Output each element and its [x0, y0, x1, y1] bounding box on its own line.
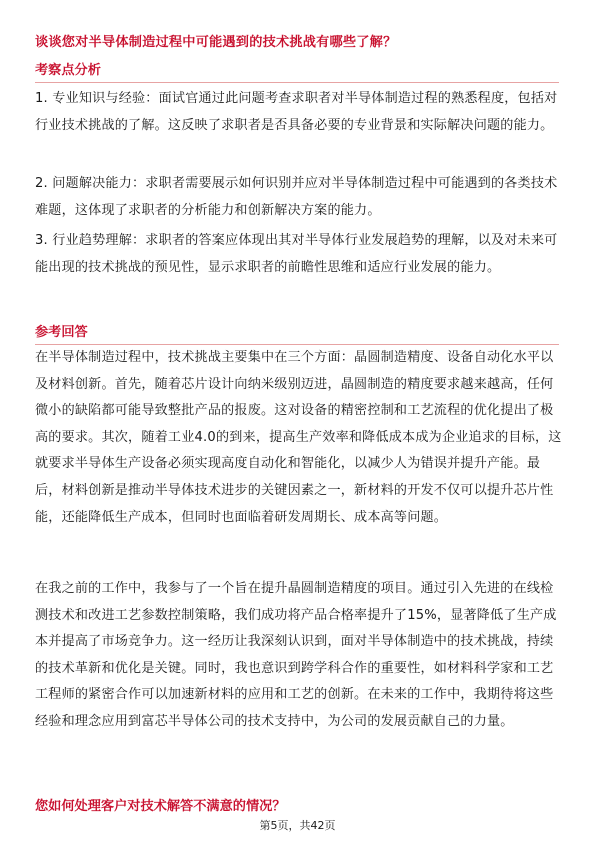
analysis-point-3: 3. 行业趋势理解：求职者的答案应体现出其对半导体行业发展趋势的理解，以及对未来可能出现的技术挑战的预见性，显示求职者的前瞻性思维和适应行业发展的能力。 — [35, 233, 558, 275]
analysis-section-title: 考察点分析 — [35, 63, 101, 78]
analysis-title-underline — [35, 82, 559, 83]
page-number-footer: 第5页，共42页 — [259, 819, 336, 832]
question-heading: 谈谈您对半导体制造过程中可能遇到的技术挑战有哪些了解？ — [35, 35, 397, 50]
next-question-heading: 您如何处理客户对技术解答不满意的情况？ — [35, 799, 286, 814]
analysis-point-2: 2. 问题解决能力：求职者需要展示如何识别并应对半导体制造过程中可能遇到的各类技术难题，这体现了求职者的分析能力和创新解决方案的能力。 — [35, 176, 558, 218]
answer-paragraph-2: 在我之前的工作中，我参与了一个旨在提升晶圆制造精度的项目。通过引入先进的在线检测技术和改进工艺参数控制策略，我们成功将产品合格率提升了15%，显著降低了生产成本并提高了市场竞争力。这一经历让我深刻认识到，面对半导体制造中的技术挑战，持续的技术革新和优化是关键。同时，我也意识到跨学科合作的重要性，如材料科学家和工艺工程师的紧密合作可以加速新材料的应用和工艺的创新。在未来的工作中，我期待将这些经验和理念应用到富芯半导体公司的技术支持中，为公司的发展贡献自己的力量。 — [35, 581, 557, 729]
answer-section-title: 参考回答 — [35, 325, 88, 340]
answer-paragraph-1: 在半导体制造过程中，技术挑战主要集中在三个方面：晶圆制造精度、设备自动化水平以及材料创新。首先，随着芯片设计向纳米级别迈进，晶圆制造的精度要求越来越高，任何微小的缺陷都可能导致整批产品的报废。这对设备的精密控制和工艺流程的优化提出了极高的要求。其次，随着工业4.0的到来，提高生产效率和降低成本成为企业追求的目标，这就要求半导体生产设备必须实现高度自动化和智能化，以减少人为错误并提升产能。最后，材料创新是推动半导体技术进步的关键因素之一，新材料的开发不仅可以提升芯片性能，还能降低生产成本，但同时也面临着研发周期长、成本高等问题。 — [35, 350, 562, 525]
analysis-point-1: 1. 专业知识与经验：面试官通过此问题考查求职者对半导体制造过程的熟悉程度，包括对行业技术挑战的了解。这反映了求职者是否具备必要的专业背景和实际解决问题的能力。 — [35, 91, 558, 133]
